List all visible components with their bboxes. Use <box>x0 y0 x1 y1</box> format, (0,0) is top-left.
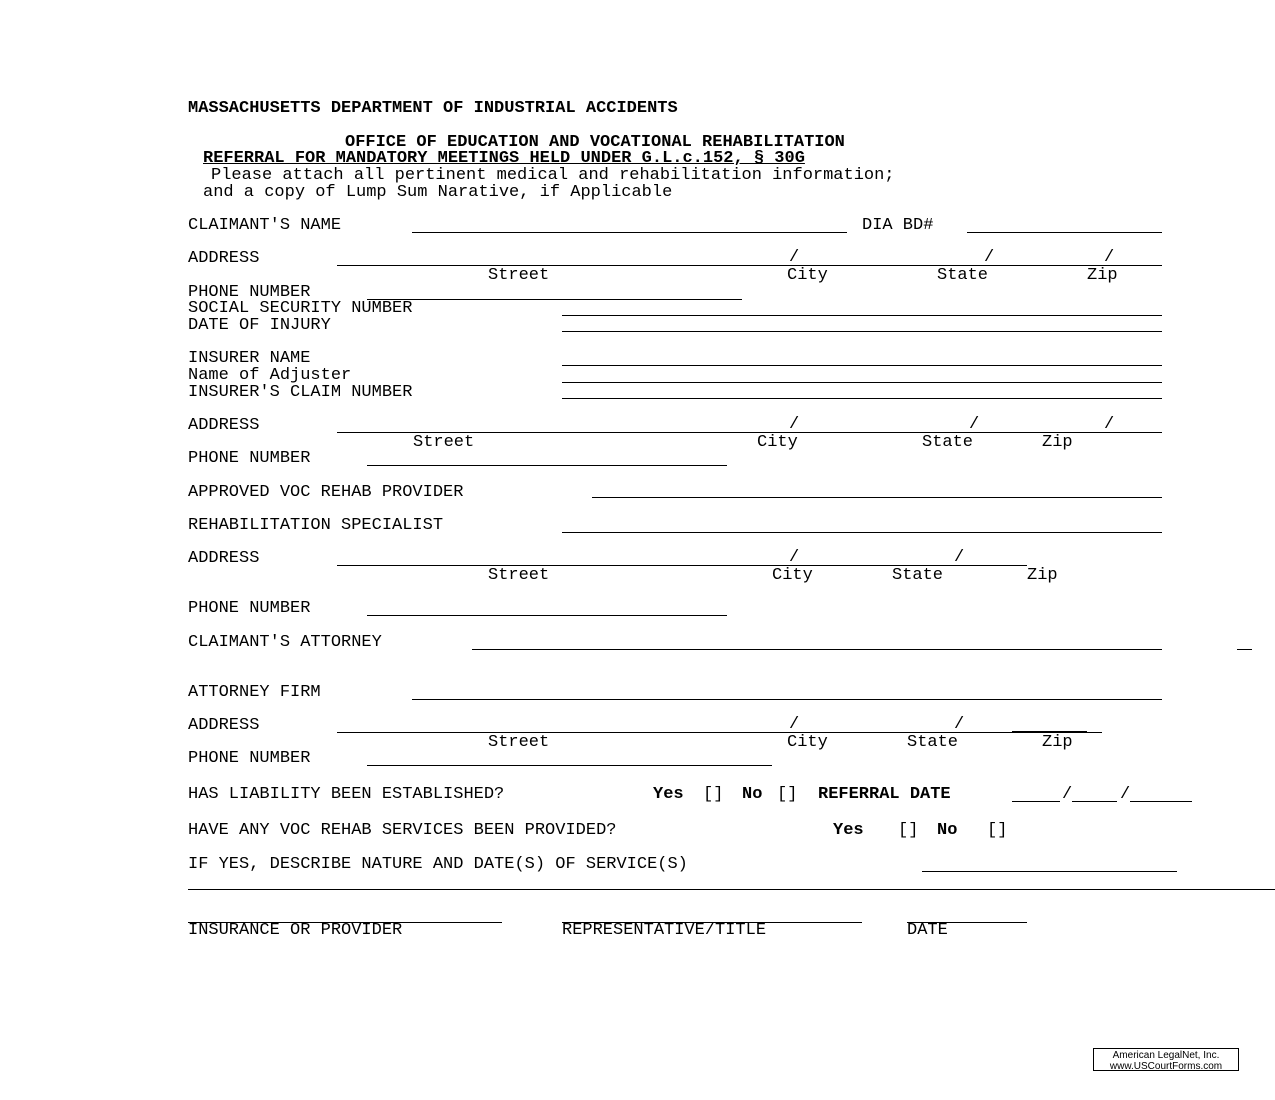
dia-bd-label: DIA BD# <box>862 216 934 235</box>
office-title: OFFICE OF EDUCATION AND VOCATIONAL REHABILITATION <box>345 133 845 152</box>
approved-provider-label: APPROVED VOC REHAB PROVIDER <box>188 483 464 502</box>
street-caption: Street <box>488 266 550 285</box>
slash-divider: / <box>969 415 980 434</box>
date-caption: DATE <box>907 921 948 940</box>
insurance-provider-caption: INSURANCE OR PROVIDER <box>188 921 403 940</box>
instruction-line-2: and a copy of Lump Sum Narative, if Applicable <box>203 183 673 202</box>
zip-caption: Zip <box>1042 733 1073 752</box>
insurer-name-label: INSURER NAME <box>188 349 311 368</box>
state-caption: State <box>922 433 974 452</box>
attorney-firm-field[interactable] <box>412 699 1162 700</box>
slash-divider: / <box>789 415 800 434</box>
rehab-specialist-label: REHABILITATION SPECIALIST <box>188 516 444 535</box>
attorney-address-field[interactable] <box>337 732 1102 733</box>
liability-question: HAS LIABILITY BEEN ESTABLISHED? <box>188 785 505 804</box>
city-caption: City <box>772 566 813 585</box>
insurer-phone-label: PHONE NUMBER <box>188 449 311 468</box>
provider-phone-label: PHONE NUMBER <box>188 599 311 618</box>
slash-divider: / <box>1104 248 1115 267</box>
liability-yes-label: Yes <box>653 785 684 804</box>
publisher-badge <box>1093 1048 1239 1071</box>
slash-divider: / <box>789 548 800 567</box>
slash-divider: / <box>1104 415 1115 434</box>
zip-caption: Zip <box>1027 566 1058 585</box>
representative-caption: REPRESENTATIVE/TITLE <box>562 921 767 940</box>
liability-no-checkbox[interactable]: [] <box>777 785 798 804</box>
zip-caption: Zip <box>1087 266 1118 285</box>
dia-bd-field[interactable] <box>967 232 1162 233</box>
publisher-website: www.USCourtForms.com <box>1109 1061 1223 1072</box>
date-of-injury-label: DATE OF INJURY <box>188 316 331 335</box>
referral-title: REFERRAL FOR MANDATORY MEETINGS HELD UNDER G.L.c.152, § 30G <box>203 149 805 168</box>
slash-divider: / <box>789 248 800 267</box>
referral-date-label: REFERRAL DATE <box>818 785 951 804</box>
services-yes-label: Yes <box>833 821 864 840</box>
attorney-phone-label: PHONE NUMBER <box>188 749 311 768</box>
city-caption: City <box>757 433 798 452</box>
attorney-firm-label: ATTORNEY FIRM <box>188 683 321 702</box>
slash-divider: / <box>1062 785 1073 804</box>
date-of-injury-field[interactable] <box>562 331 1162 332</box>
approved-provider-field[interactable] <box>592 497 1162 498</box>
publisher-name: American LegalNet, Inc. <box>1112 1050 1220 1061</box>
slash-divider: / <box>789 715 800 734</box>
claimant-name-label: CLAIMANT'S NAME <box>188 216 342 235</box>
provider-phone-field[interactable] <box>367 615 727 616</box>
state-caption: State <box>907 733 959 752</box>
attorney-phone-field[interactable] <box>367 765 772 766</box>
slash-divider: / <box>954 548 965 567</box>
zip-blank[interactable] <box>1012 731 1087 732</box>
slash-divider: / <box>1120 785 1131 804</box>
services-question: HAVE ANY VOC REHAB SERVICES BEEN PROVIDED? <box>188 821 617 840</box>
describe-services-field[interactable] <box>922 871 1177 872</box>
provider-address-label: ADDRESS <box>188 549 260 568</box>
claimant-address-field[interactable] <box>337 265 1162 266</box>
referral-date-year[interactable] <box>1130 801 1192 802</box>
zip-caption: Zip <box>1042 433 1073 452</box>
insurer-claim-label: INSURER'S CLAIM NUMBER <box>188 383 413 402</box>
claimant-attorney-label: CLAIMANT'S ATTORNEY <box>188 633 382 652</box>
stray-mark <box>1237 649 1252 650</box>
street-caption: Street <box>413 433 475 452</box>
claimant-phone-label: PHONE NUMBER <box>188 283 311 302</box>
street-caption: Street <box>488 733 550 752</box>
rehab-specialist-field[interactable] <box>562 532 1162 533</box>
slash-divider: / <box>984 248 995 267</box>
services-no-label: No <box>937 821 958 840</box>
insurer-address-label: ADDRESS <box>188 416 260 435</box>
slash-divider: / <box>954 715 965 734</box>
ssn-field[interactable] <box>562 315 1162 316</box>
state-caption: State <box>937 266 989 285</box>
insurer-claim-field[interactable] <box>562 398 1162 399</box>
city-caption: City <box>787 266 828 285</box>
claimant-address-label: ADDRESS <box>188 249 260 268</box>
agency-title: MASSACHUSETTS DEPARTMENT OF INDUSTRIAL ACCIDENTS <box>188 99 678 118</box>
street-caption: Street <box>488 566 550 585</box>
city-caption: City <box>787 733 828 752</box>
adjuster-label: Name of Adjuster <box>188 366 352 385</box>
ssn-label: SOCIAL SECURITY NUMBER <box>188 299 413 318</box>
services-yes-checkbox[interactable]: [] <box>898 821 919 840</box>
insurer-name-field[interactable] <box>562 365 1162 366</box>
referral-date-month[interactable] <box>1012 801 1060 802</box>
liability-yes-checkbox[interactable]: [] <box>703 785 724 804</box>
describe-services-line[interactable] <box>188 889 1275 890</box>
liability-no-label: No <box>742 785 763 804</box>
state-caption: State <box>892 566 944 585</box>
attorney-address-label: ADDRESS <box>188 716 260 735</box>
claimant-name-field[interactable] <box>412 232 847 233</box>
claimant-phone-field[interactable] <box>367 299 742 300</box>
adjuster-field[interactable] <box>562 382 1162 383</box>
claimant-attorney-field[interactable] <box>472 649 1162 650</box>
instruction-line-1: Please attach all pertinent medical and rehabilitation information; <box>211 166 895 185</box>
insurer-phone-field[interactable] <box>367 465 727 466</box>
describe-services-label: IF YES, DESCRIBE NATURE AND DATE(S) OF SERVICE(S) <box>188 855 688 874</box>
services-no-checkbox[interactable]: [] <box>987 821 1008 840</box>
referral-date-day[interactable] <box>1072 801 1117 802</box>
